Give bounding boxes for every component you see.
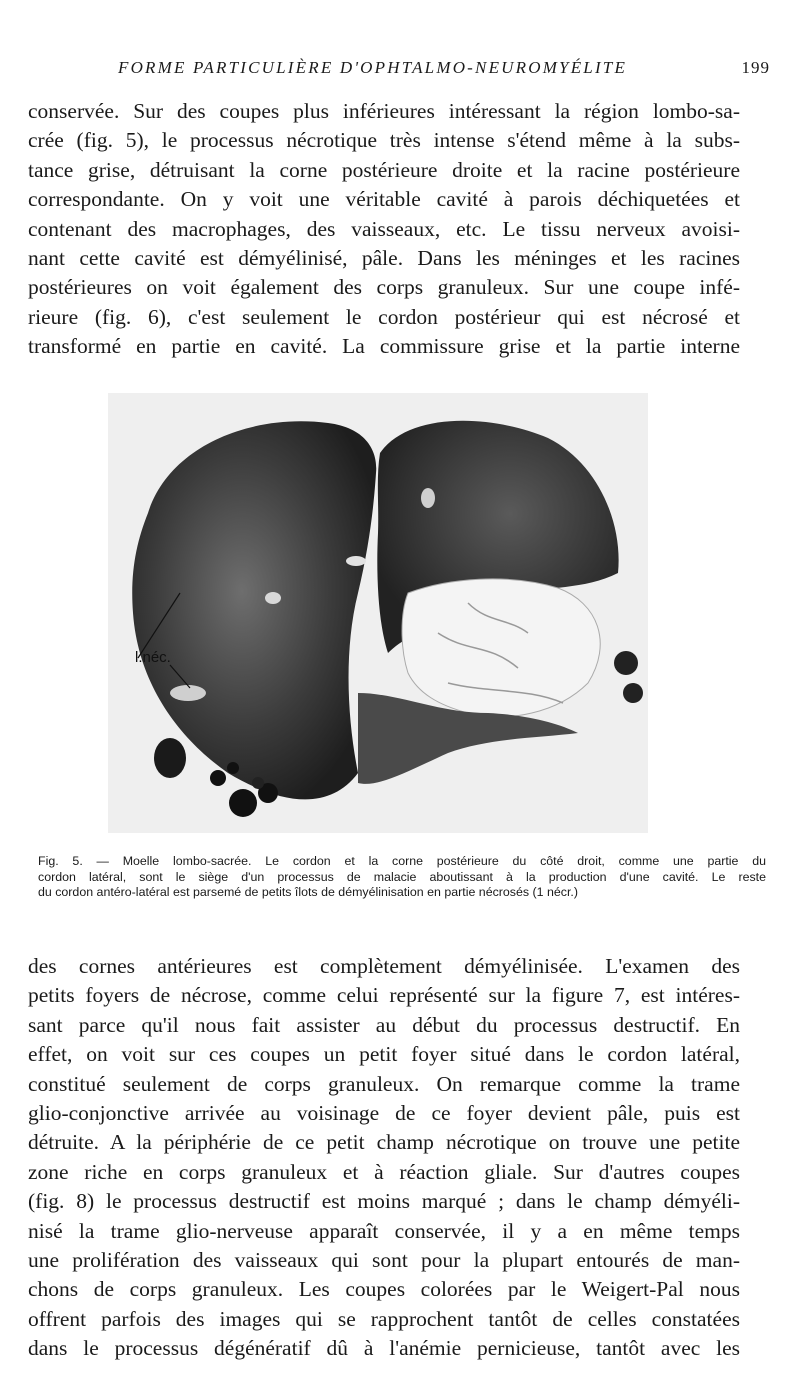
caption-line: Fig. 5. — Moelle lombo-sacrée. Le cordon et la corne postérieure du côté droit, comme une partie du: [38, 854, 766, 868]
text-line: dans le processus dégénératif dû à l'anémie pernicieuse, tantôt avec les: [28, 1336, 740, 1361]
spinal-cord-micrograph: [108, 393, 648, 833]
text-line: constitué seulement de corps granuleux. On remarque comme la trame: [28, 1071, 740, 1096]
text-line: (fig. 8) le processus destructif est moins marqué ; dans le champ démyéli-: [28, 1189, 740, 1214]
text-line: tance grise, détruisant la corne postérieure droite et la racine postérieure: [28, 157, 740, 182]
caption-line: du cordon antéro-latéral est parsemé de petits îlots de démyélinisation en partie nécrosés (1 nécr.): [38, 885, 578, 900]
text-line: sant parce qu'il nous fait assister au début du processus destructif. En: [28, 1012, 740, 1037]
running-title: FORME PARTICULIÈRE D'OPHTALMO-NEUROMYÉLITE: [118, 58, 628, 77]
text-line: nisé la trame glio-nerveuse apparaît conservée, il y a en même temps: [28, 1218, 740, 1243]
text-line: des cornes antérieures est complètement démyélinisée. L'examen des: [28, 954, 740, 978]
paragraph-bottom: [28, 952, 740, 1364]
text-line: zone riche en corps granuleux et à réaction gliale. Sur d'autres coupes: [28, 1159, 740, 1184]
text-line: contenant des macrophages, des vaisseaux, etc. Le tissu nerveux avoisi-: [28, 216, 740, 241]
text-line: chons de corps granuleux. Les coupes colorées par le Weigert-Pal nous: [28, 1277, 740, 1302]
text-line: postérieures on voit également des corps granuleux. Sur une coupe infé-: [28, 275, 740, 300]
text-line: correspondante. On y voit une véritable cavité à parois déchiquetées et: [28, 187, 740, 212]
text-line: conservée. Sur des coupes plus inférieures intéressant la région lombo-sa-: [28, 99, 740, 123]
text-line: nant cette cavité est démyélinisé, pâle. Dans les méninges et les racines: [28, 246, 740, 271]
caption-line: cordon latéral, sont le siège d'un processus de malacie aboutissant à la production d'une cavité. Le reste: [38, 869, 766, 884]
text-line: petits foyers de nécrose, comme celui représenté sur la figure 7, est intéres-: [28, 983, 740, 1008]
figure-caption: [38, 854, 766, 901]
text-line: offrent parfois des images qui se rapprochent tantôt de celles constatées: [28, 1306, 740, 1331]
figure-spinal-cord-section: [108, 393, 648, 833]
text-line: transformé en partie en cavité. La commissure grise et la partie interne: [28, 334, 740, 359]
page-number: 199: [741, 58, 770, 77]
running-header: [30, 58, 770, 88]
text-line: glio-conjonctive arrivée au voisinage de ce foyer devient pâle, puis est: [28, 1101, 740, 1126]
text-line: détruite. A la périphérie de ce petit champ nécrotique on trouve une petite: [28, 1130, 740, 1155]
paragraph-top: [28, 97, 740, 362]
text-line: rieure (fig. 6), c'est seulement le cordon postérieur qui est nécrosé et: [28, 304, 740, 329]
text-line: effet, on voit sur ces coupes un petit foyer situé dans le cordon latéral,: [28, 1042, 740, 1067]
figure-label: l.néc.: [135, 649, 171, 666]
text-line: crée (fig. 5), le processus nécrotique très intense s'étend même à la subs-: [28, 128, 740, 153]
text-line: une prolifération des vaisseaux qui sont pour la plupart entourés de man-: [28, 1248, 740, 1273]
